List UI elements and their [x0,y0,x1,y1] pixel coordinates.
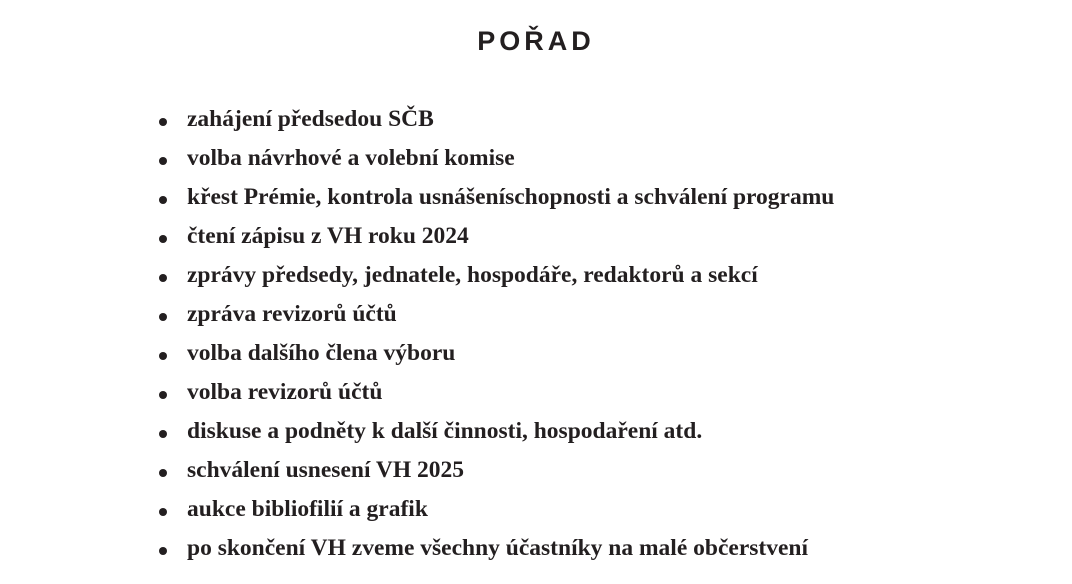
list-item [159,178,834,217]
bullet-icon [159,547,167,555]
bullet-icon [159,508,167,516]
list-item [159,217,834,256]
bullet-icon [159,196,167,204]
list-item-text: schválení usnesení VH 2025 [187,457,465,483]
list-item [159,256,834,295]
list-item-text: zpráva revizorů účtů [187,301,397,327]
list-item [159,373,834,412]
list-item [159,529,834,568]
bullet-icon [159,235,167,243]
bullet-icon [159,274,167,282]
list-item-text: volba revizorů účtů [187,379,383,405]
page-title: POŘAD [477,26,595,56]
bullet-icon [159,118,167,126]
bullet-icon [159,430,167,438]
list-item-text: zprávy předsedy, jednatele, hospodáře, redaktorů a sekcí [187,262,758,288]
list-item [159,100,834,139]
bullet-icon [159,391,167,399]
list-item [159,139,834,178]
bullet-icon [159,313,167,321]
list-item-text: volba dalšího člena výboru [187,340,456,366]
bullet-icon [159,352,167,360]
list-item-text: křest Prémie, kontrola usnášeníschopnosti a schválení programu [187,184,835,210]
list-item [159,295,834,334]
list-item-text: po skončení VH zveme všechny účastníky na malé občerstvení [187,535,809,561]
list-item [159,412,834,451]
list-item [159,490,834,529]
list-item-text: diskuse a podněty k další činnosti, hospodaření atd. [187,418,703,444]
agenda-list [159,100,834,568]
list-item-text: volba návrhové a volební komise [187,145,515,171]
list-item-text: zahájení předsedou SČB [187,106,434,132]
list-item [159,451,834,490]
list-item [159,334,834,373]
bullet-icon [159,157,167,165]
bullet-icon [159,469,167,477]
list-item-text: čtení zápisu z VH roku 2024 [187,223,469,249]
list-item-text: aukce bibliofilií a grafik [187,496,428,522]
